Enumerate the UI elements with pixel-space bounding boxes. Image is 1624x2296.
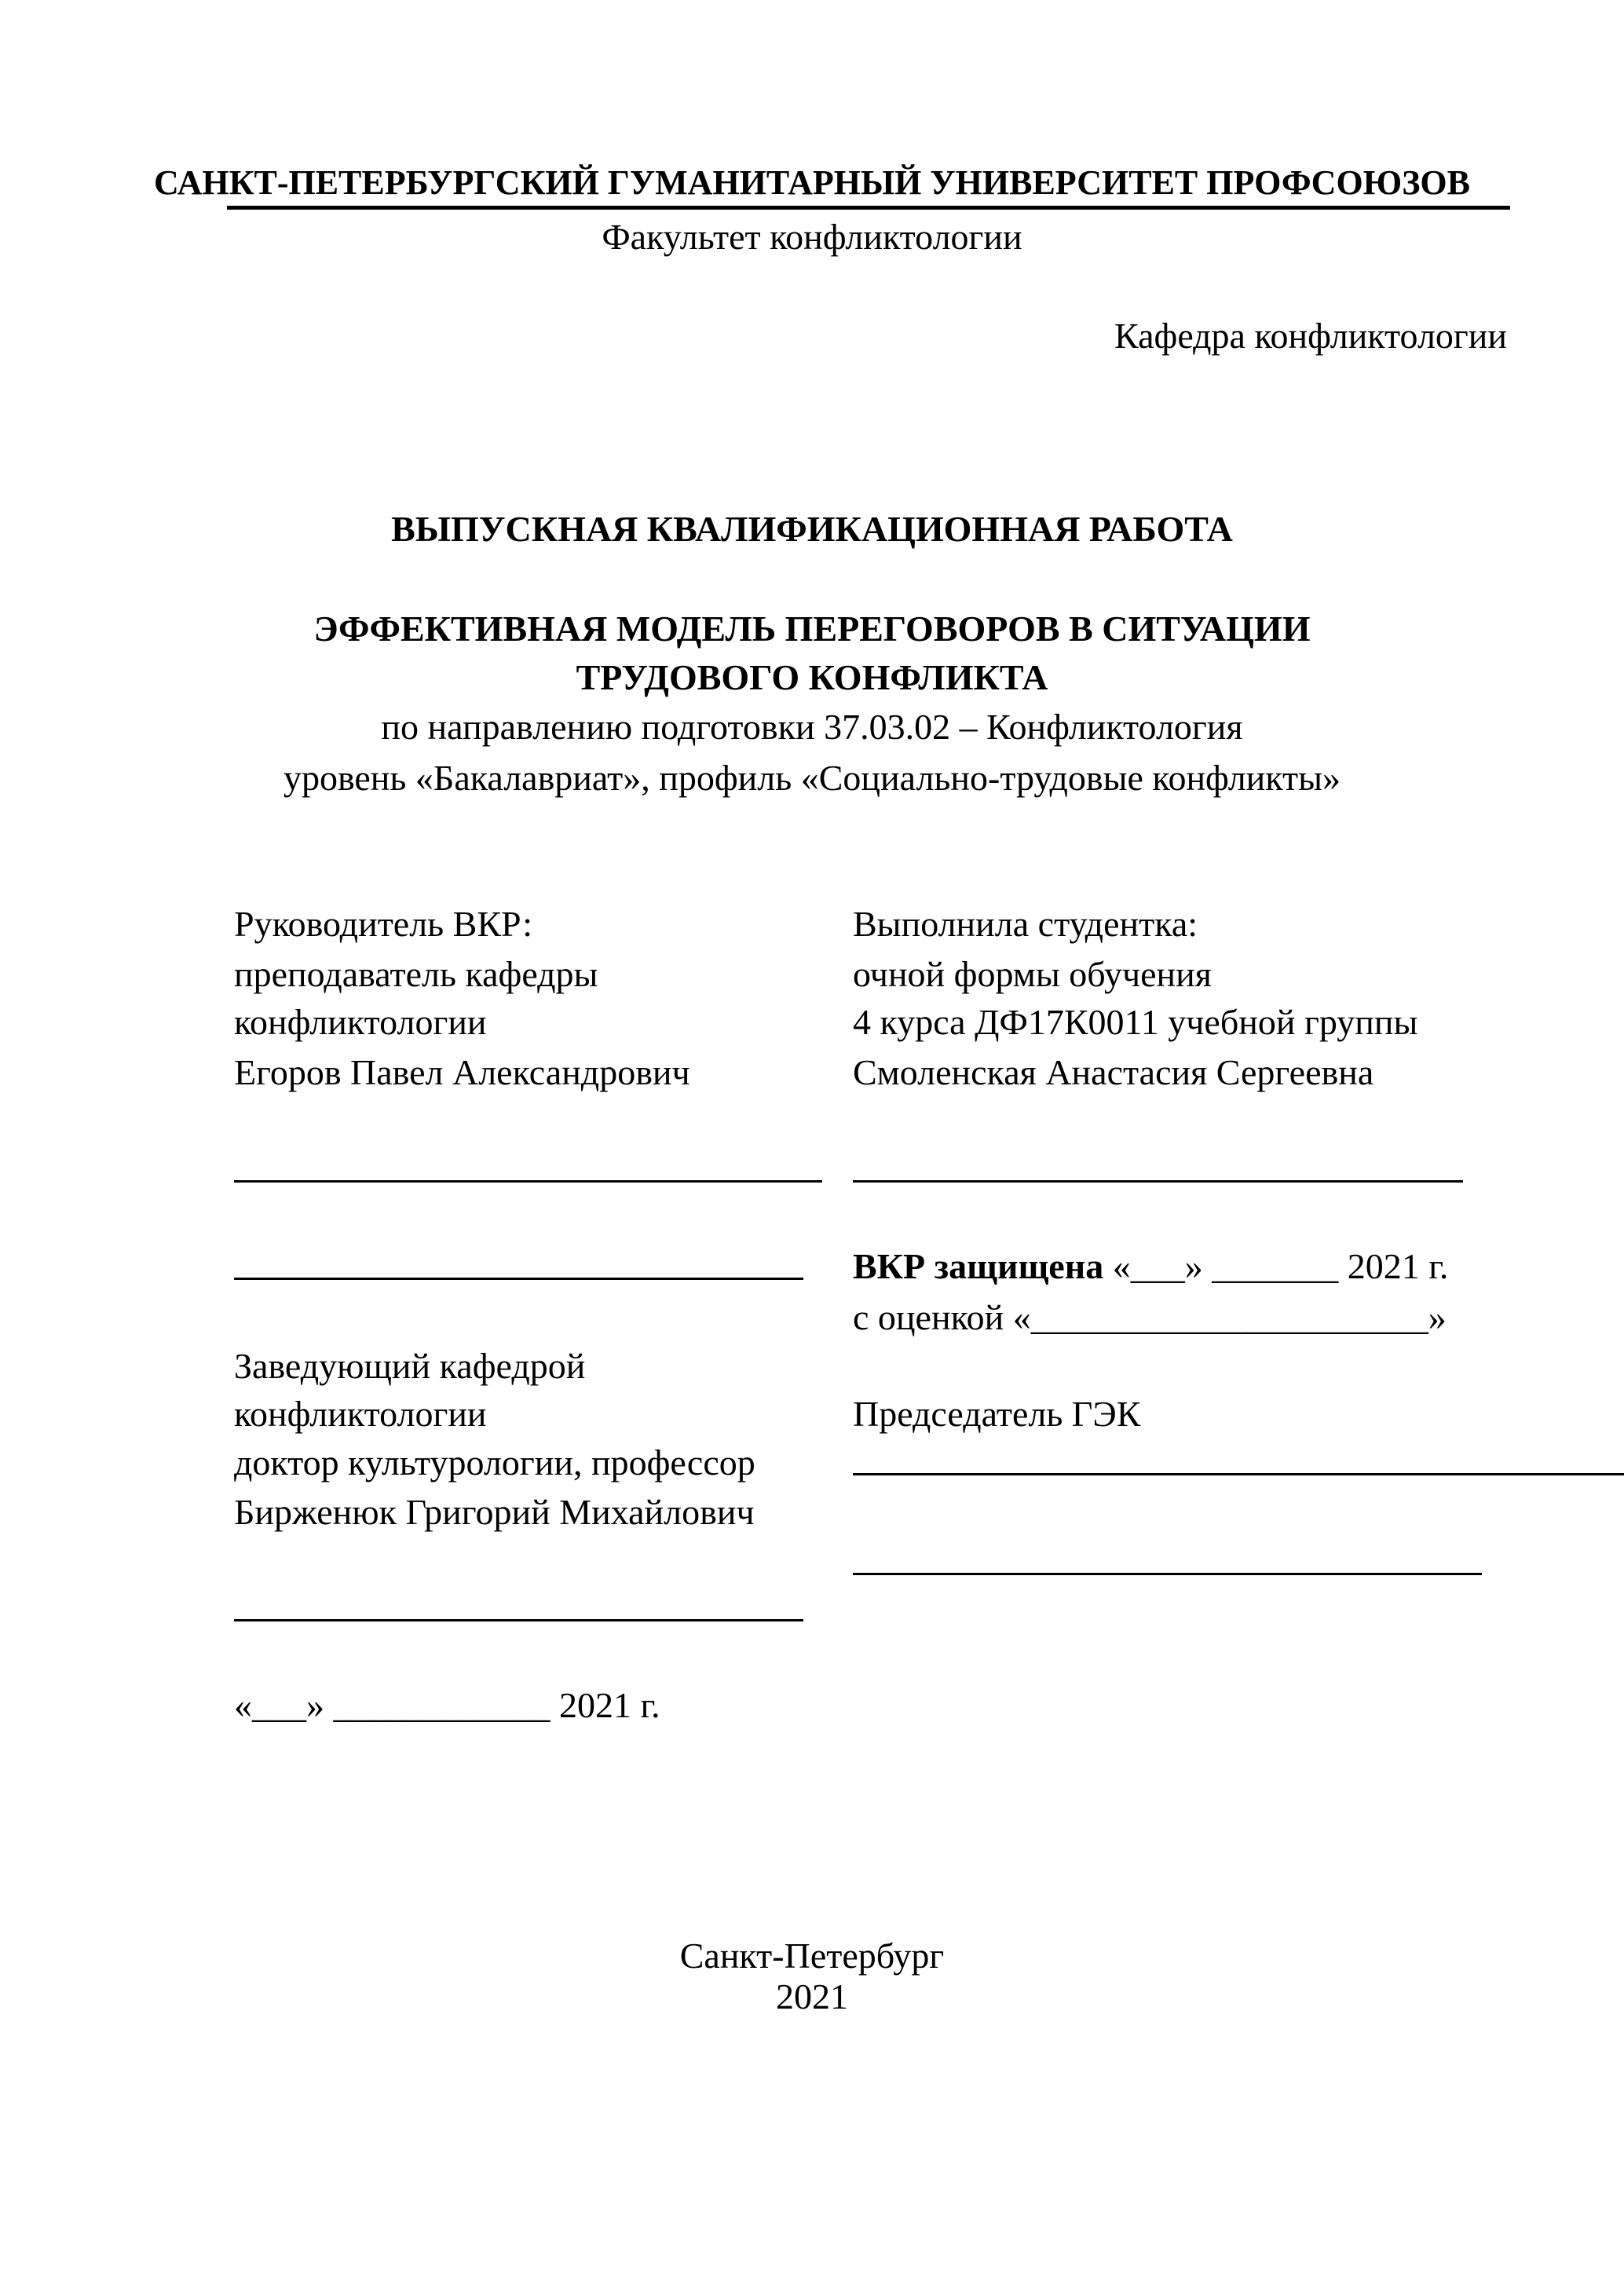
supervisor-name: Егоров Павел Александрович <box>234 1052 690 1092</box>
supervisor-label: Руководитель ВКР: <box>234 904 533 944</box>
department-name: Кафедра конфликтологии <box>1114 316 1507 356</box>
defense-grade: с оценкой «______________________» <box>853 1297 1447 1337</box>
faculty-name: Факультет конфликтологии <box>602 217 1022 257</box>
work-type-title: ВЫПУСКНАЯ КВАЛИФИКАЦИОННАЯ РАБОТА <box>391 509 1233 549</box>
student-form: очной формы обучения <box>853 954 1212 994</box>
defense-line <box>853 1243 1448 1290</box>
commission-label: Председатель ГЭК <box>853 1394 1141 1434</box>
student-name: Смоленская Анастасия Сергеевна <box>853 1052 1374 1092</box>
direction-line: по направлению подготовки 37.03.02 – Конфликтология <box>381 707 1243 747</box>
supervisor-signature-line <box>234 1180 822 1183</box>
footer-city: Санкт-Петербург <box>679 1936 945 1976</box>
student-label: Выполнила студентка: <box>853 904 1198 944</box>
head-degree: доктор культурологии, профессор <box>234 1442 755 1483</box>
header-rule <box>227 206 1510 210</box>
university-name: САНКТ-ПЕТЕРБУРГСКИЙ ГУМАНИТАРНЫЙ УНИВЕРСИТЕТ ПРОФСОЮЗОВ <box>153 163 1471 202</box>
topic-line-1: ЭФФЕКТИВНАЯ МОДЕЛЬ ПЕРЕГОВОРОВ В СИТУАЦИИ <box>313 609 1311 649</box>
supervisor-position-2: конфликтологии <box>234 1002 487 1042</box>
supervisor-position-1: преподаватель кафедры <box>234 954 598 994</box>
head-signature-line <box>234 1619 803 1621</box>
head-name: Бирженюк Григорий Михайлович <box>234 1492 755 1532</box>
student-group: 4 курса ДФ17К0011 учебной группы <box>853 1002 1418 1042</box>
level-line: уровень «Бакалавриат», профиль «Социально-трудовые конфликты» <box>283 758 1341 798</box>
student-signature-line <box>853 1180 1463 1183</box>
supervisor-date-line <box>234 1278 803 1280</box>
commission-signature-line <box>853 1473 1624 1475</box>
head-label: Заведующий кафедрой <box>234 1346 586 1386</box>
commission-name-line <box>853 1573 1482 1575</box>
head-dept: конфликтологии <box>234 1394 487 1434</box>
topic-line-2: ТРУДОВОГО КОНФЛИКТА <box>576 657 1048 697</box>
footer-year: 2021 <box>776 1976 848 2016</box>
defense-label: ВКР защищена <box>853 1246 1104 1286</box>
defense-date: «___» _______ 2021 г. <box>1103 1246 1449 1286</box>
approval-date: «___» ____________ 2021 г. <box>234 1685 660 1725</box>
